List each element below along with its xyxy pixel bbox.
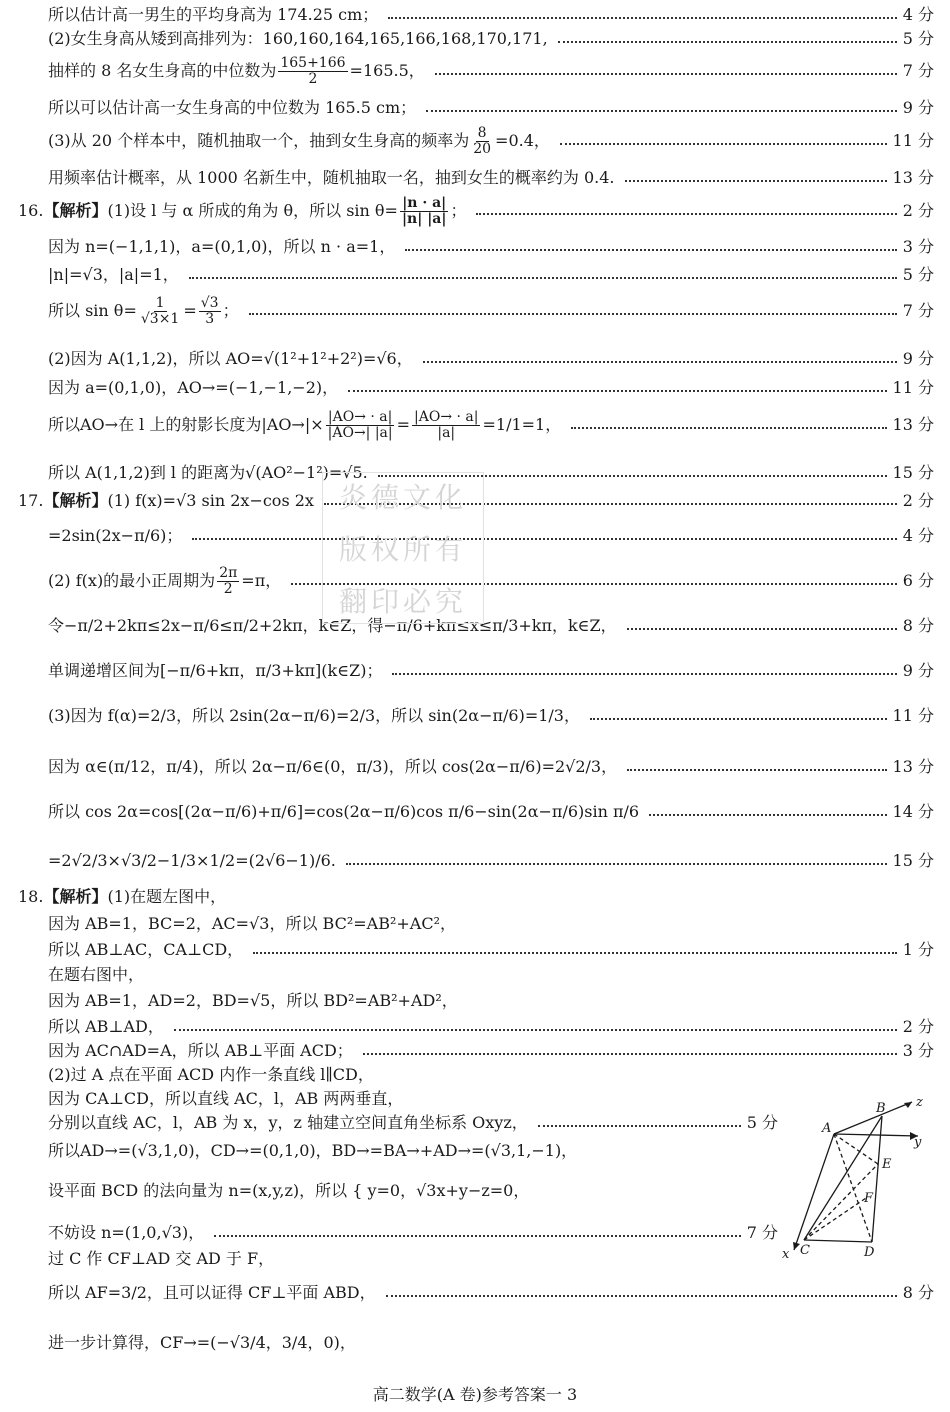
answer-line bbox=[48, 1334, 934, 1352]
line-text: (2)女生身高从矮到高排列为：160,160,164,165,166,168,170,171, bbox=[48, 29, 548, 48]
line-text: 因为 a=(0,1,0)，AO→=(−1,−1,−2)， bbox=[48, 378, 339, 397]
line-text: 分别以直线 AC，l，AB 为 x，y，z 轴建立空间直角坐标系 Oxyz， bbox=[48, 1113, 528, 1132]
leader-dots bbox=[435, 73, 897, 75]
leader-dots bbox=[558, 41, 897, 43]
answer-line bbox=[48, 1114, 778, 1132]
leader-dots bbox=[214, 1235, 741, 1237]
line-text: 所以 cos 2α=cos[(2α−π/6)+π/6]=cos(2α−π/6)cos π/6−sin(2α−π/6)sin π/6 bbox=[48, 802, 640, 821]
label-d: D bbox=[864, 1245, 875, 1260]
line-text: =2sin(2x−π/6)； bbox=[48, 526, 183, 545]
answer-line bbox=[48, 296, 934, 326]
leader-dots bbox=[538, 1125, 741, 1127]
score-label: 11 分 bbox=[892, 378, 934, 397]
line-text: (1)在题左图中， bbox=[107, 887, 227, 906]
page-footer: 高二数学(A 卷)参考答案一 3 bbox=[372, 1385, 578, 1404]
axis-x-line bbox=[794, 1134, 834, 1250]
leader-dots bbox=[476, 213, 896, 215]
leader-dots bbox=[571, 427, 886, 429]
answer-line bbox=[48, 379, 934, 397]
line-text: 不妨设 n=(1,0,√3)， bbox=[48, 1223, 205, 1242]
label-e: E bbox=[882, 1157, 892, 1172]
label-b: B bbox=[876, 1101, 886, 1116]
score-label: 9 分 bbox=[902, 98, 934, 117]
answer-line bbox=[48, 238, 934, 256]
fraction: $\frac{|n \cdot a|}{|n| |a|}$ bbox=[401, 195, 447, 227]
line-text: 所以 AB⊥AC，CA⊥CD， bbox=[48, 940, 244, 959]
line-text: =1/1=1， bbox=[482, 415, 562, 435]
line-text: (1) f(x)=√3 sin 2x−cos 2x bbox=[107, 491, 314, 510]
line-text: 所以AO→在 l 上的射影长度为|AO→|× bbox=[48, 415, 324, 435]
line-text: 因为 CA⊥CD，所以直线 AC，l，AB 两两垂直， bbox=[48, 1089, 404, 1108]
answer-line bbox=[48, 941, 934, 959]
answer-line bbox=[48, 1284, 934, 1302]
score-label: 3 分 bbox=[902, 237, 934, 256]
watermark-line: 翻印必究 bbox=[338, 585, 467, 618]
answer-line bbox=[48, 350, 934, 368]
score-label: 7 分 bbox=[902, 61, 934, 81]
answer-line bbox=[48, 126, 934, 156]
line-text: =165.5， bbox=[349, 61, 425, 81]
line-text: (2)因为 A(1,1,2)，所以 AO=√(1²+1²+2²)=√6， bbox=[48, 349, 413, 368]
analysis-tag: 【解析】 bbox=[43, 887, 108, 906]
leader-dots bbox=[174, 1029, 897, 1031]
label-x: x bbox=[782, 1247, 790, 1262]
score-label: 5 分 bbox=[902, 265, 934, 284]
answer-line bbox=[48, 527, 934, 545]
fraction: $\frac{|AO\to \cdot a|}{|a|}$ bbox=[414, 409, 479, 441]
score-label: 13 分 bbox=[892, 168, 934, 187]
leader-dots bbox=[253, 952, 897, 954]
line-text: 设平面 BCD 的法向量为 n=(x,y,z)，所以 { y=0，√3x+y−z=0， bbox=[48, 1181, 530, 1200]
score-label: 2 分 bbox=[902, 491, 934, 510]
line-text: 因为 n=(−1,1,1)，a=(0,1,0)，所以 n · a=1， bbox=[48, 237, 396, 256]
score-label: 4 分 bbox=[902, 526, 934, 545]
edge-ad bbox=[834, 1134, 872, 1242]
leader-dots bbox=[392, 673, 896, 675]
line-text: = bbox=[183, 301, 197, 321]
line-text: 在题右图中， bbox=[48, 965, 145, 984]
answer-line bbox=[48, 1042, 934, 1060]
leader-dots bbox=[560, 143, 887, 145]
score-label: 7 分 bbox=[902, 301, 934, 321]
answer-line bbox=[48, 915, 934, 933]
leader-dots bbox=[192, 538, 896, 540]
score-label: 13 分 bbox=[892, 757, 934, 776]
answer-line bbox=[48, 56, 934, 86]
leader-dots bbox=[627, 769, 886, 771]
score-label: 11 分 bbox=[892, 706, 934, 725]
fraction: $\frac{√3}{3}$ bbox=[200, 295, 219, 327]
segment-ae bbox=[834, 1134, 878, 1164]
line-text: =π， bbox=[241, 571, 282, 591]
answer-line bbox=[48, 6, 934, 24]
score-label: 5 分 bbox=[902, 29, 934, 48]
geometry-figure bbox=[776, 1092, 932, 1262]
line-text: 抽样的 8 名女生身高的中位数为 bbox=[48, 61, 277, 81]
fraction: $\frac{165+166}{2}$ bbox=[280, 55, 346, 87]
score-label: 13 分 bbox=[892, 415, 934, 435]
score-label: 1 分 bbox=[902, 940, 934, 959]
label-z: z bbox=[916, 1095, 923, 1110]
answer-line bbox=[48, 1142, 778, 1160]
answer-line bbox=[48, 464, 934, 482]
label-a: A bbox=[822, 1121, 832, 1136]
leader-dots bbox=[189, 277, 897, 279]
watermark-line: 炎德文化 bbox=[338, 481, 467, 514]
line-text: |n|=√3，|a|=1， bbox=[48, 265, 179, 284]
leader-dots bbox=[405, 249, 896, 251]
line-text: ； bbox=[450, 201, 467, 221]
question-number: 17. bbox=[18, 491, 44, 510]
answer-line bbox=[48, 852, 934, 870]
analysis-tag: 【解析】 bbox=[43, 491, 108, 510]
line-text: 所以可以估计高一女生身高的中位数为 165.5 cm； bbox=[48, 98, 417, 117]
score-label: 9 分 bbox=[902, 349, 934, 368]
line-text: 因为 AB=1，BC=2，AC=√3，所以 BC²=AB²+AC²， bbox=[48, 914, 456, 933]
answer-line bbox=[48, 566, 934, 596]
leader-dots bbox=[625, 180, 887, 182]
line-text: =2√2/3×√3/2−1/3×1/2=(2√6−1)/6. bbox=[48, 851, 336, 870]
answer-line bbox=[18, 196, 934, 226]
score-label: 8 分 bbox=[902, 1283, 934, 1302]
answer-line bbox=[48, 662, 934, 680]
answer-line bbox=[48, 758, 934, 776]
answer-line bbox=[48, 410, 934, 440]
fraction: $\frac{8}{20}$ bbox=[473, 125, 492, 157]
label-c: C bbox=[800, 1243, 810, 1258]
answer-line bbox=[48, 30, 934, 48]
answer-line bbox=[48, 617, 934, 635]
line-text: 单调递增区间为[−π/6+kπ，π/3+kπ](k∈Z)； bbox=[48, 661, 383, 680]
score-label: 6 分 bbox=[902, 571, 934, 591]
line-text: (3)从 20 个样本中，随机抽取一个，抽到女生身高的频率为 bbox=[48, 131, 470, 151]
line-text: 所以 AF=3/2，且可以证得 CF⊥平面 ABD， bbox=[48, 1283, 376, 1302]
answer-line bbox=[48, 1066, 934, 1084]
score-label: 7 分 bbox=[746, 1223, 778, 1242]
line-text: 因为 AB=1，AD=2，BD=√5，所以 BD²=AB²+AD²， bbox=[48, 991, 458, 1010]
answer-line bbox=[48, 99, 934, 117]
answer-line bbox=[48, 707, 934, 725]
leader-dots bbox=[386, 1295, 897, 1297]
leader-dots bbox=[590, 718, 887, 720]
label-f: F bbox=[864, 1191, 874, 1206]
leader-dots bbox=[649, 814, 886, 816]
score-label: 15 分 bbox=[892, 851, 934, 870]
copyright-watermark bbox=[322, 472, 484, 624]
line-text: 令−π/2+2kπ≤2x−π/6≤π/2+2kπ，k∈Z，得−π/6+kπ≤x≤π/3+kπ，k∈Z， bbox=[48, 616, 617, 635]
segment-cf bbox=[804, 1198, 866, 1240]
score-label: 11 分 bbox=[892, 131, 934, 151]
leader-dots bbox=[346, 863, 887, 865]
line-text: 所以 AB⊥AD， bbox=[48, 1017, 164, 1036]
line-text: 因为 α∈(π/12，π/4)，所以 2α−π/6∈(0，π/3)，所以 cos(2α−π/6)=2√2/3， bbox=[48, 757, 618, 776]
answer-line bbox=[48, 966, 934, 984]
fraction: $\frac{1}{√3\times 1}$ bbox=[140, 295, 180, 327]
line-text: 因为 AC∩AD=A，所以 AB⊥平面 ACD； bbox=[48, 1041, 353, 1060]
answer-line bbox=[48, 803, 934, 821]
answer-line bbox=[48, 992, 934, 1010]
line-text: (1)设 l 与 α 所成的角为 θ，所以 sin θ= bbox=[107, 201, 398, 221]
score-label: 2 分 bbox=[902, 201, 934, 221]
leader-dots bbox=[348, 390, 886, 392]
leader-dots bbox=[363, 1053, 897, 1055]
score-label: 8 分 bbox=[902, 616, 934, 635]
label-y: y bbox=[914, 1135, 922, 1150]
answer-line bbox=[18, 888, 934, 906]
watermark-line: 版权所有 bbox=[338, 533, 467, 566]
question-number: 16. bbox=[18, 201, 44, 221]
axis-y-line bbox=[834, 1134, 918, 1136]
line-text: 用频率估计概率，从 1000 名新生中，随机抽取一名，抽到女生的概率约为 0.4. bbox=[48, 168, 615, 187]
line-text: = bbox=[396, 415, 411, 435]
leader-dots bbox=[426, 110, 897, 112]
answer-line bbox=[48, 1182, 778, 1200]
line-text: 所以 A(1,1,2)到 l 的距离为√(AO²−1²)=√5. bbox=[48, 463, 368, 482]
arrow-x-icon bbox=[793, 1242, 800, 1250]
answer-line bbox=[48, 1224, 778, 1242]
leader-dots bbox=[388, 17, 896, 19]
score-label: 3 分 bbox=[902, 1041, 934, 1060]
score-label: 14 分 bbox=[892, 802, 934, 821]
score-label: 2 分 bbox=[902, 1017, 934, 1036]
line-text: 所以估计高一男生的平均身高为 174.25 cm； bbox=[48, 5, 379, 24]
line-text: (2)过 A 点在平面 ACD 内作一条直线 l∥CD， bbox=[48, 1065, 374, 1084]
answer-line bbox=[48, 169, 934, 187]
edge-cd bbox=[804, 1240, 872, 1242]
line-text: 过 C 作 CF⊥AD 交 AD 于 F， bbox=[48, 1249, 275, 1268]
line-text: 所以AD→=(√3,1,0)，CD→=(0,1,0)，BD→=BA→+AD→=(√3,1,−1)， bbox=[48, 1141, 578, 1160]
line-text: (3)因为 f(α)=2/3，所以 2sin(2α−π/6)=2/3，所以 sin(2α−π/6)=1/3， bbox=[48, 706, 580, 725]
analysis-tag: 【解析】 bbox=[43, 201, 108, 221]
fraction: $\frac{|AO\to \cdot a|}{|AO\to| |a|}$ bbox=[327, 409, 393, 441]
leader-dots bbox=[627, 628, 897, 630]
line-text: ； bbox=[222, 301, 239, 321]
leader-dots bbox=[423, 361, 897, 363]
score-label: 15 分 bbox=[892, 463, 934, 482]
line-text: 进一步计算得，CF→=(−√3/4，3/4，0)， bbox=[48, 1333, 356, 1352]
score-label: 4 分 bbox=[902, 5, 934, 24]
line-text: =0.4， bbox=[495, 131, 550, 151]
answer-line bbox=[48, 266, 934, 284]
leader-dots bbox=[249, 313, 897, 315]
line-text: (2) f(x)的最小正周期为 bbox=[48, 571, 216, 591]
fraction: $\frac{2\pi}{2}$ bbox=[219, 565, 238, 597]
score-label: 9 分 bbox=[902, 661, 934, 680]
question-number: 18. bbox=[18, 887, 44, 906]
score-label: 5 分 bbox=[746, 1113, 778, 1132]
line-text: 所以 sin θ= bbox=[48, 301, 137, 321]
answer-line bbox=[48, 1018, 934, 1036]
